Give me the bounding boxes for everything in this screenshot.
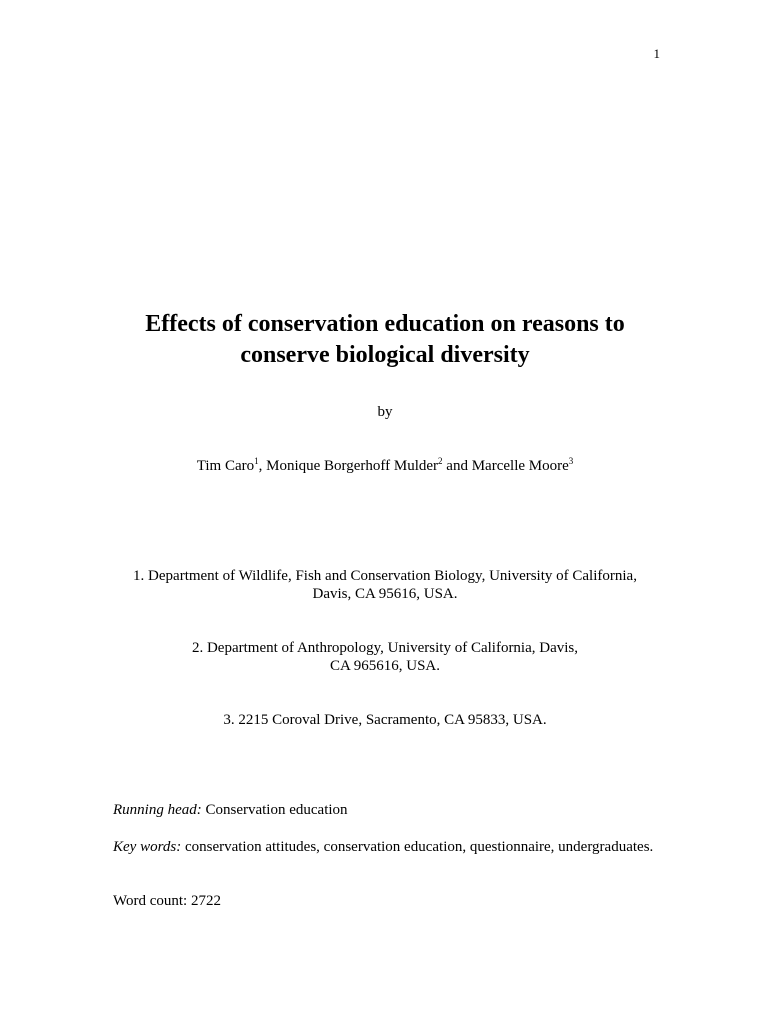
author-name: Tim Caro xyxy=(196,458,255,474)
author-separator: and xyxy=(442,458,472,474)
key-words-label: Key words: xyxy=(113,839,182,855)
author-superscript: 1 xyxy=(254,456,259,466)
running-head xyxy=(113,801,673,820)
word-count: Word count: 2722 xyxy=(113,893,221,909)
key-words xyxy=(113,838,673,857)
affiliation-line: 3. 2215 Coroval Drive, Sacramento, CA 95833, USA. xyxy=(223,712,547,728)
affiliation-line: 2. Department of Anthropology, University of California, Davis, xyxy=(191,640,579,656)
affiliation-line: 1. Department of Wildlife, Fish and Conservation Biology, University of California, xyxy=(133,568,637,584)
page-number: 1 xyxy=(653,46,660,61)
running-head-label: Running head: xyxy=(113,802,202,818)
title-line-1: Effects of conservation education on reasons to xyxy=(145,311,625,337)
author-name: Marcelle Moore xyxy=(471,458,569,474)
key-words-value: conservation attitudes, conservation education, questionnaire, undergraduates. xyxy=(181,839,654,855)
affiliation-line: Davis, CA 95616, USA. xyxy=(312,586,458,602)
page-title xyxy=(60,309,710,371)
affiliation-3 xyxy=(60,711,710,729)
author-separator: , xyxy=(258,458,267,474)
author-list xyxy=(0,458,770,475)
title-line-2: conserve biological diversity xyxy=(240,342,530,368)
running-head-value: Conservation education xyxy=(201,802,348,818)
author-superscript: 3 xyxy=(568,456,574,466)
author-name: Monique Borgerhoff Mulder xyxy=(266,458,439,474)
affiliation-2 xyxy=(60,639,710,675)
author-superscript: 2 xyxy=(438,456,443,466)
affiliation-1 xyxy=(60,567,710,603)
affiliation-line: CA 965616, USA. xyxy=(329,658,441,674)
by-line: by xyxy=(377,404,393,420)
